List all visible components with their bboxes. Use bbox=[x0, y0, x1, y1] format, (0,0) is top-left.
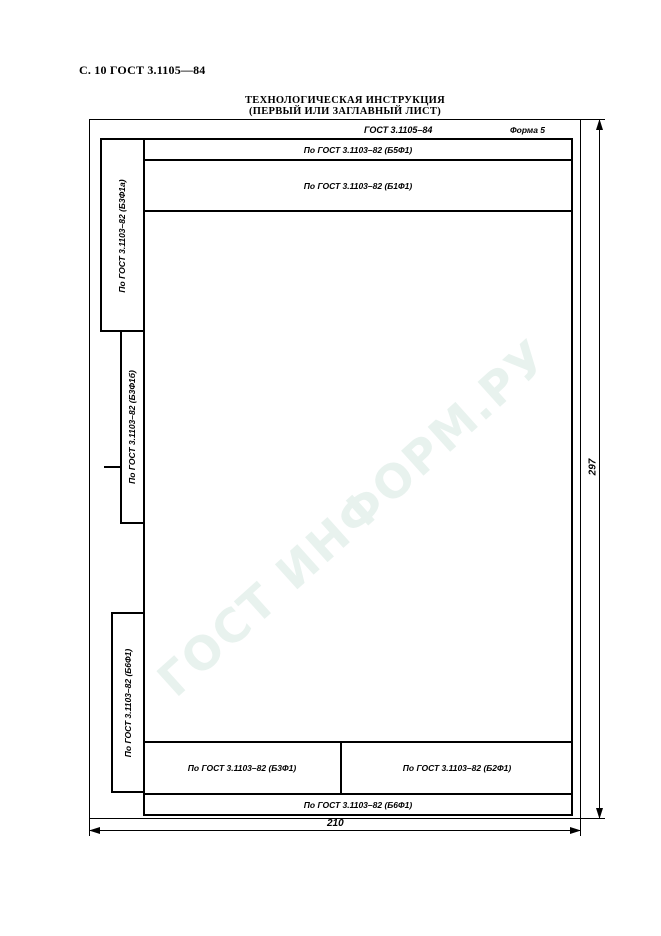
bottom-right-label: По ГОСТ 3.1103–82 (Б2Ф1) bbox=[402, 763, 512, 773]
document-subtitle: (ПЕРВЫЙ ИЛИ ЗАГЛАВНЫЙ ЛИСТ) bbox=[248, 106, 442, 117]
dimension-height-label: 297 bbox=[587, 458, 599, 476]
dimension-width-label: 210 bbox=[327, 818, 344, 829]
arrow-right-icon bbox=[569, 825, 581, 836]
side-upper-label: По ГОСТ 3.1103–82 (Б3Ф1а) bbox=[117, 179, 127, 293]
row-second-label: По ГОСТ 3.1103–82 (Б1Ф1) bbox=[303, 180, 413, 191]
bottom-left-label: По ГОСТ 3.1103–82 (Б3Ф1) bbox=[187, 763, 297, 773]
page-header: С. 10 ГОСТ 3.1105—84 bbox=[79, 63, 206, 77]
side-tick bbox=[104, 466, 121, 468]
row-top-label: По ГОСТ 3.1103–82 (Б5Ф1) bbox=[303, 145, 413, 155]
side-middle-label: По ГОСТ 3.1103–82 (Б3Ф1б) bbox=[127, 370, 137, 484]
form-gost-label: ГОСТ 3.1105–84 bbox=[364, 125, 433, 135]
bottom-strip-label: По ГОСТ 3.1103–82 (Б6Ф1) bbox=[303, 799, 413, 810]
divider-second bbox=[143, 210, 573, 212]
side-lower-label: По ГОСТ 3.1103–82 (Б6Ф1) bbox=[123, 648, 133, 758]
arrow-up-icon bbox=[594, 119, 605, 131]
arrow-left-icon bbox=[89, 825, 101, 836]
watermark: ГОСТ ИНФОРМ.РУ bbox=[146, 328, 559, 708]
dimension-height-line bbox=[599, 119, 600, 819]
arrow-down-icon bbox=[594, 807, 605, 819]
form-number-label: Форма 5 bbox=[510, 125, 546, 135]
main-form-frame bbox=[143, 138, 573, 816]
dimension-width-line bbox=[89, 830, 581, 831]
document-title: ТЕХНОЛОГИЧЕСКАЯ ИНСТРУКЦИЯ bbox=[244, 95, 446, 106]
